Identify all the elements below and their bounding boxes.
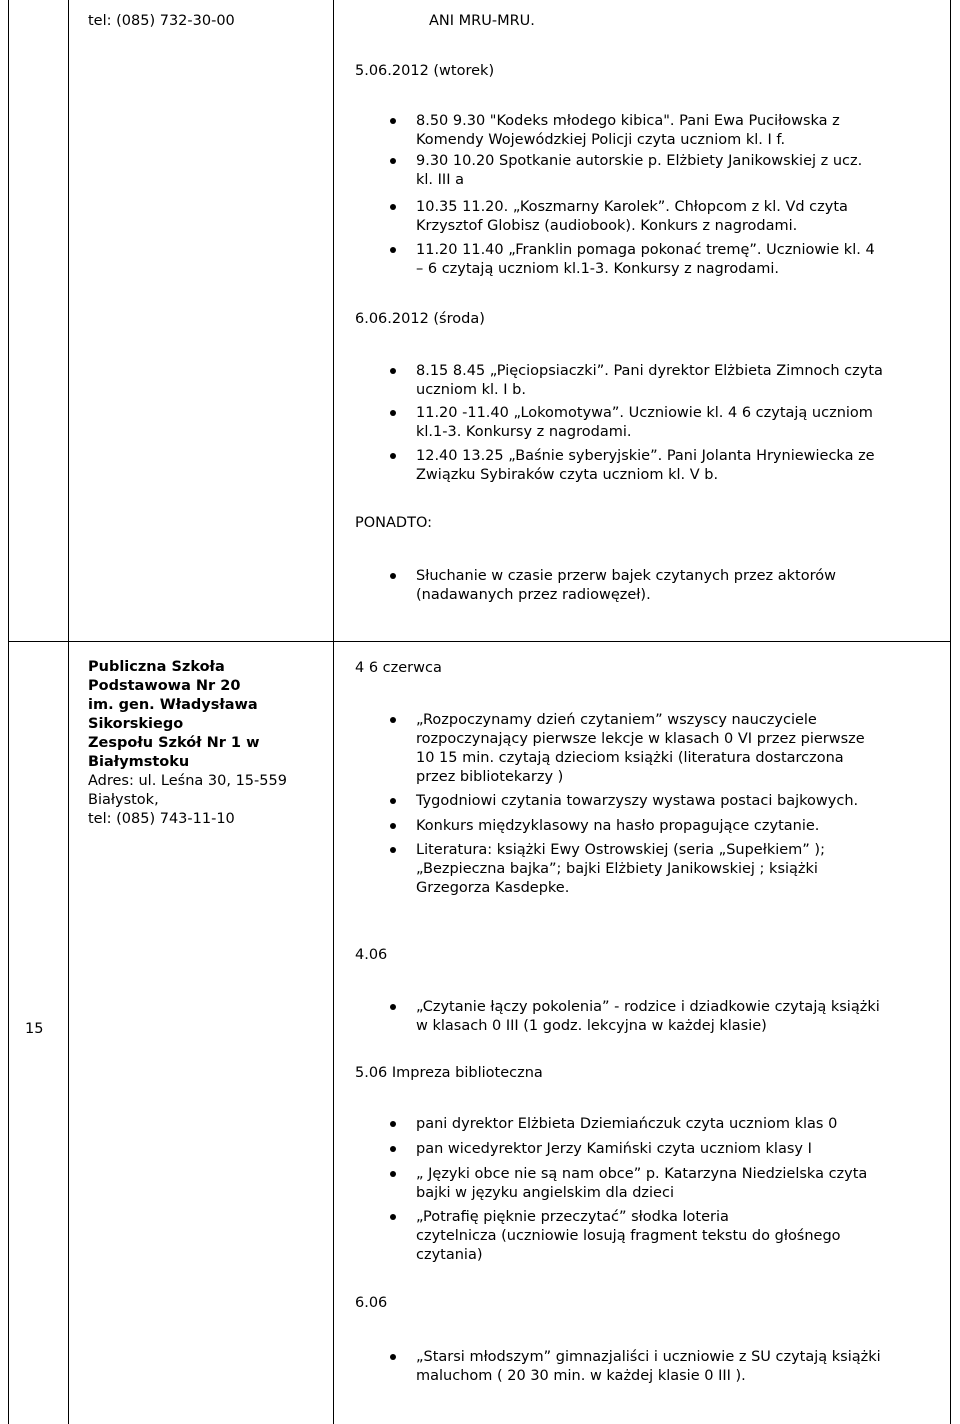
address-line: Białystok, — [88, 792, 159, 808]
event-title: ANI MRU-MRU. — [429, 13, 535, 29]
address-line: Adres: ul. Leśna 30, 15-559 — [88, 773, 287, 789]
contact-phone: tel: (085) 732-30-00 — [88, 13, 235, 29]
bullet — [390, 1214, 396, 1220]
list-item: „Rozpoczynamy dzień czytaniem” wszyscy nauczyciele rozpoczynający pierwsze lekcje w klasach 0 VI przez pierwsze 10 15 min. czytają dzieciom książki (literatura dostarczona przez bibliotekarzy ) — [416, 712, 865, 785]
bullet — [390, 1171, 396, 1177]
school-name-line: Zespołu Szkół Nr 1 w — [88, 735, 260, 751]
list-item: 8.15 8.45 „Pięciopsiaczki”. Pani dyrektor Elżbieta Zimnoch czyta uczniom kl. I b. — [416, 363, 883, 398]
list-item: „Starsi młodszym” gimnazjaliści i uczniowie z SU czytają książki maluchom ( 20 30 min. w każdej klasie 0 III ). — [416, 1349, 881, 1384]
bullet — [390, 118, 396, 124]
bullet — [390, 847, 396, 853]
bullet — [390, 368, 396, 374]
bullet — [390, 1004, 396, 1010]
list-item: 10.35 11.20. „Koszmarny Karolek”. Chłopcom z kl. Vd czyta Krzysztof Globisz (audiobook). Konkurs z nagrodami. — [416, 199, 848, 234]
day-heading-wednesday: 6.06.2012 (środa) — [355, 311, 485, 327]
list-item: 11.20 -11.40 „Lokomotywa”. Uczniowie kl. 4 6 czytają uczniom kl.1-3. Konkursy z nagrodami. — [416, 405, 873, 440]
list-item: pani dyrektor Elżbieta Dziemiańczuk czyta uczniom klas 0 — [416, 1116, 838, 1132]
bullet — [390, 1354, 396, 1360]
address-line: tel: (085) 743-11-10 — [88, 811, 235, 827]
bullet — [390, 204, 396, 210]
list-item: „ Języki obce nie są nam obce” p. Katarzyna Niedzielska czyta bajki w języku angielskim dla dzieci — [416, 1166, 868, 1201]
list-item: pan wicedyrektor Jerzy Kamiński czyta uczniom klasy I — [416, 1141, 812, 1157]
date-range: 4 6 czerwca — [355, 660, 442, 676]
date-5-06: 5.06 Impreza biblioteczna — [355, 1065, 543, 1081]
date-6-06: 6.06 — [355, 1295, 388, 1311]
bullet — [390, 1121, 396, 1127]
table-border-right — [950, 0, 951, 1424]
table-border-col2 — [333, 0, 334, 1424]
bullet — [390, 453, 396, 459]
table-border-col1 — [68, 0, 69, 1424]
bullet — [390, 247, 396, 253]
school-address — [88, 658, 287, 829]
day-heading-tuesday: 5.06.2012 (wtorek) — [355, 63, 495, 79]
school-name-line: Publiczna Szkoła — [88, 659, 225, 675]
list-item: 9.30 10.20 Spotkanie autorskie p. Elżbiety Janikowskiej z ucz. kl. III a — [416, 153, 863, 188]
school-name-line: Sikorskiego — [88, 716, 184, 732]
list-item: Tygodniowi czytania towarzyszy wystawa postaci bajkowych. — [416, 793, 859, 809]
bullet — [390, 573, 396, 579]
bullet — [390, 823, 396, 829]
list-item: „Czytanie łączy pokolenia” - rodzice i dziadkowie czytają książki w klasach 0 III (1 godz. lekcyjna w każdej klasie) — [416, 999, 880, 1034]
list-item: „Potrafię pięknie przeczytać” słodka loteria czytelnicza (uczniowie losują fragment tekstu do głośnego czytania) — [416, 1209, 841, 1263]
row-number: 15 — [25, 1021, 44, 1037]
date-4-06: 4.06 — [355, 947, 388, 963]
bullet — [390, 1146, 396, 1152]
list-item: 12.40 13.25 „Baśnie syberyjskie”. Pani Jolanta Hryniewiecka ze Związku Sybiraków czyta uczniom kl. V b. — [416, 448, 875, 483]
school-name-line: Podstawowa Nr 20 — [88, 678, 241, 694]
school-name-line: im. gen. Władysława — [88, 697, 258, 713]
table-border-left — [8, 0, 9, 1424]
table-row-divider — [8, 641, 951, 642]
list-item: Słuchanie w czasie przerw bajek czytanych przez aktorów (nadawanych przez radiowęzeł). — [416, 568, 836, 603]
list-item: 8.50 9.30 "Kodeks młodego kibica". Pani Ewa Puciłowska z Komendy Wojewódzkiej Policji czyta uczniom kl. I f. — [416, 113, 840, 148]
ponadto-label: PONADTO: — [355, 515, 432, 531]
list-item: 11.20 11.40 „Franklin pomaga pokonać tremę”. Uczniowie kl. 4 – 6 czytają uczniom kl.1-3. Konkursy z nagrodami. — [416, 242, 875, 277]
list-item: Konkurs międzyklasowy na hasło propagujące czytanie. — [416, 818, 820, 834]
bullet — [390, 158, 396, 164]
bullet — [390, 717, 396, 723]
school-name-line: Białymstoku — [88, 754, 190, 770]
bullet — [390, 798, 396, 804]
bullet — [390, 410, 396, 416]
list-item: Literatura: książki Ewy Ostrowskiej (seria „Supełkiem” ); „Bezpieczna bajka”; bajki Elżbiety Janikowskiej ; książki Grzegorza Kasdepke. — [416, 842, 825, 896]
